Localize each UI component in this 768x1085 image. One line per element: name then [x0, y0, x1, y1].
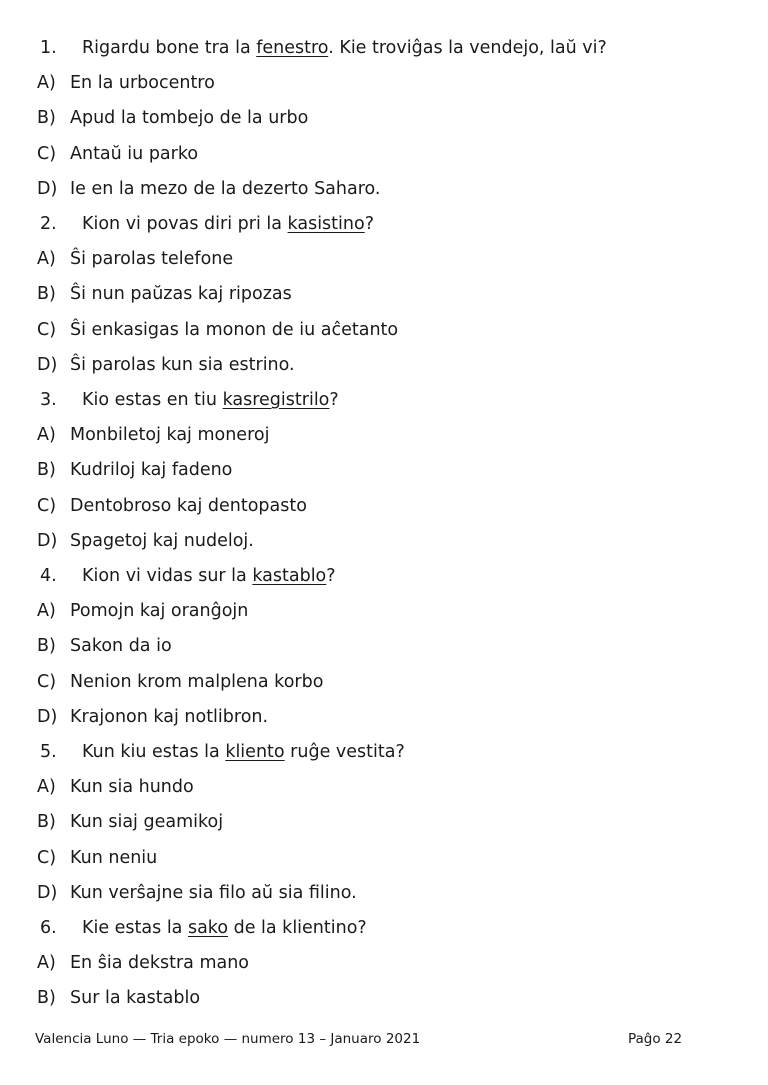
- option-text: En ŝia dekstra mano: [70, 953, 250, 974]
- question-text-before: Kun kiu estas la: [82, 742, 226, 762]
- answer-option: [37, 986, 200, 1010]
- answer-option: [37, 71, 215, 95]
- option-letter: B): [37, 108, 56, 129]
- question-6: [40, 916, 367, 940]
- question-number: 6.: [40, 918, 57, 938]
- option-text: Antaŭ iu parko: [70, 143, 199, 164]
- option-letter: D): [37, 178, 58, 199]
- question-text-after: . Kie troviĝas la vendejo, laŭ vi?: [328, 38, 607, 58]
- option-letter: B): [37, 812, 56, 833]
- answer-option: [37, 458, 232, 482]
- option-letter: D): [37, 882, 58, 903]
- option-text: Ŝi parolas telefone: [70, 249, 234, 270]
- question-3: [40, 388, 339, 412]
- option-letter: D): [37, 530, 58, 551]
- question-text-after: ?: [326, 566, 336, 586]
- option-letter: D): [37, 706, 58, 727]
- option-letter: C): [37, 143, 57, 164]
- answer-option: [37, 705, 268, 729]
- option-text: Pomojn kaj oranĝojn: [70, 601, 249, 622]
- option-letter: D): [37, 354, 58, 375]
- question-keyword: sako: [187, 918, 229, 938]
- question-number: 3.: [40, 390, 57, 410]
- question-text-after: de la klientino?: [228, 918, 367, 938]
- option-letter: B): [37, 988, 56, 1009]
- answer-option: [37, 599, 248, 623]
- option-text: Ŝi parolas kun sia estrino.: [70, 354, 295, 375]
- answer-option: [37, 951, 249, 975]
- question-4: [40, 564, 336, 588]
- answer-option: [37, 670, 323, 694]
- answer-option: [37, 775, 194, 799]
- question-text-before: Kion vi povas diri pri la: [82, 214, 288, 234]
- answer-option: [37, 318, 398, 342]
- option-text: Kudriloj kaj fadeno: [70, 460, 233, 481]
- answer-option: [37, 881, 357, 905]
- option-text: Apud la tombejo de la urbo: [70, 108, 309, 129]
- answer-option: [37, 247, 233, 271]
- footer-page-number: Paĝo 22: [628, 1031, 683, 1047]
- option-text: Spagetoj kaj nudeloj.: [70, 530, 254, 551]
- question-5: [40, 740, 405, 764]
- option-text: Monbiletoj kaj moneroj: [70, 425, 270, 446]
- option-text: En la urbocentro: [70, 73, 215, 94]
- answer-option: [37, 846, 157, 870]
- answer-option: [37, 529, 254, 553]
- answer-option: [37, 634, 172, 658]
- answer-option: [37, 423, 269, 447]
- question-keyword: kasistino: [287, 214, 365, 234]
- option-text: Sur la kastablo: [70, 988, 201, 1009]
- question-text-before: Rigardu bone tra la: [82, 38, 257, 58]
- option-letter: C): [37, 495, 57, 516]
- option-letter: C): [37, 847, 57, 868]
- option-letter: C): [37, 319, 57, 340]
- option-letter: A): [37, 73, 56, 94]
- option-text: Dentobroso kaj dentopasto: [70, 495, 307, 516]
- answer-option: [37, 177, 381, 201]
- question-keyword: kastablo: [252, 566, 327, 586]
- option-text: Nenion krom malplena korbo: [70, 671, 324, 692]
- option-letter: A): [37, 425, 56, 446]
- question-text-before: Kio estas en tiu: [82, 390, 223, 410]
- answer-option: [37, 810, 223, 834]
- option-text: Ŝi nun paŭzas kaj ripozas: [70, 284, 292, 305]
- footer-publication: Valencia Luno — Tria epoko — numero 13 – Januaro 2021: [35, 1031, 421, 1047]
- option-letter: A): [37, 777, 56, 798]
- answer-option: [37, 494, 307, 518]
- question-number: 4.: [40, 566, 57, 586]
- answer-option: [37, 282, 292, 306]
- question-number: 2.: [40, 214, 57, 234]
- option-text: Sakon da io: [70, 636, 172, 657]
- option-text: Kun neniu: [70, 847, 158, 868]
- option-text: Krajonon kaj notlibron.: [70, 706, 269, 727]
- option-letter: B): [37, 284, 56, 305]
- option-text: Kun verŝajne sia filo aŭ sia filino.: [70, 882, 357, 903]
- question-keyword: fenestro: [256, 38, 329, 58]
- option-letter: A): [37, 249, 56, 270]
- question-text-after: ruĝe vestita?: [284, 742, 405, 762]
- question-keyword: kliento: [225, 742, 285, 762]
- option-text: Ie en la mezo de la dezerto Saharo.: [70, 178, 381, 199]
- question-text-after: ?: [364, 214, 374, 234]
- answer-option: [37, 353, 295, 377]
- option-text: Kun siaj geamikoj: [70, 812, 224, 833]
- question-1: [40, 36, 607, 60]
- question-keyword: kasregistrilo: [222, 390, 330, 410]
- question-number: 5.: [40, 742, 57, 762]
- option-letter: B): [37, 636, 56, 657]
- answer-option: [37, 106, 308, 130]
- option-text: Ŝi enkasigas la monon de iu aĉetanto: [70, 319, 399, 340]
- answer-option: [37, 142, 198, 166]
- question-text-before: Kion vi vidas sur la: [82, 566, 253, 586]
- option-text: Kun sia hundo: [70, 777, 194, 798]
- option-letter: B): [37, 460, 56, 481]
- question-2: [40, 212, 374, 236]
- option-letter: A): [37, 601, 56, 622]
- question-text-after: ?: [329, 390, 339, 410]
- option-letter: C): [37, 671, 57, 692]
- question-text-before: Kie estas la: [82, 918, 188, 938]
- option-letter: A): [37, 953, 56, 974]
- question-number: 1.: [40, 38, 57, 58]
